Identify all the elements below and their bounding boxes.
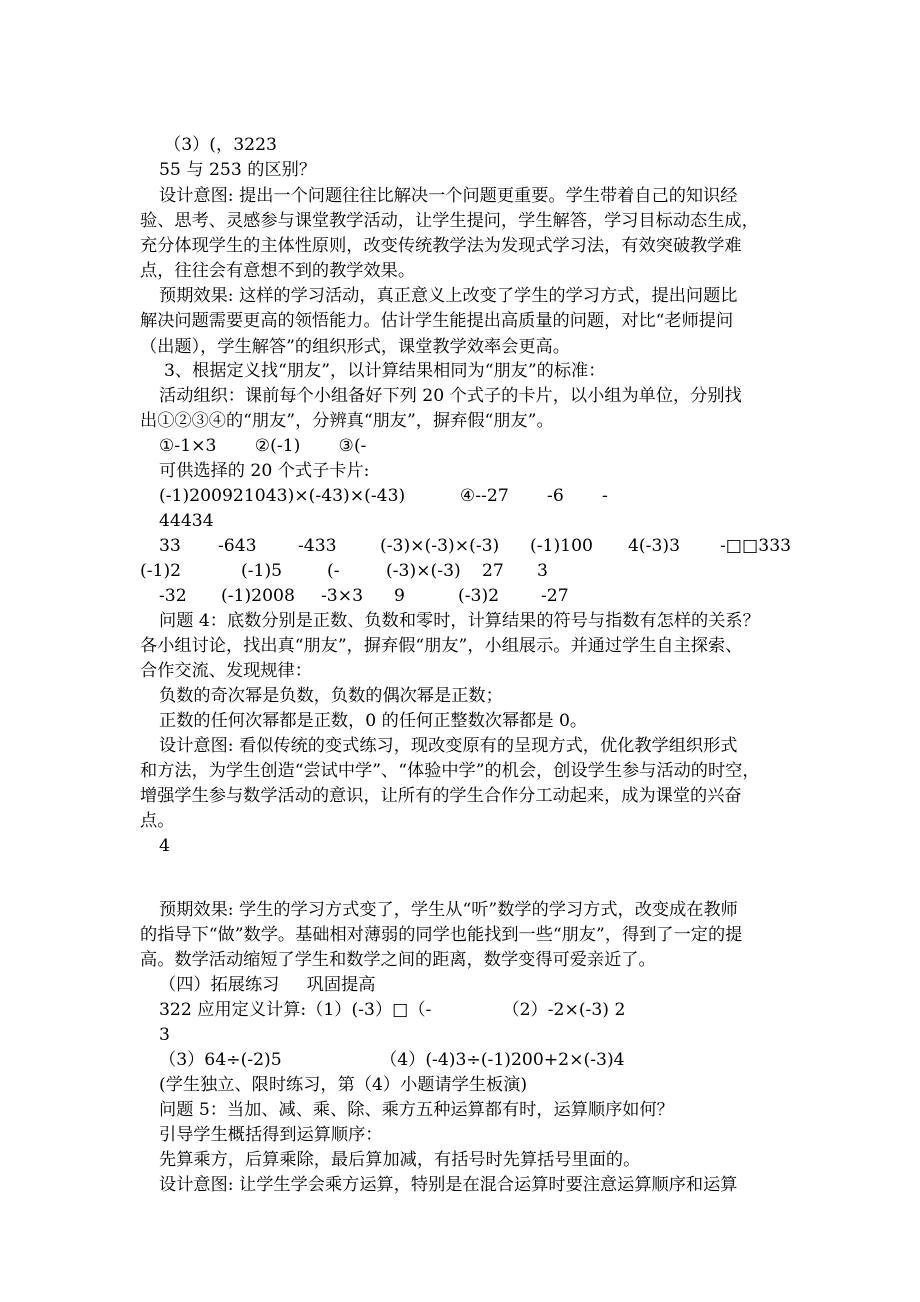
card-expression: (-1)2008: [221, 586, 295, 606]
card-expression: (-3)×(-3)×(-3): [380, 536, 500, 556]
card-expression: -27: [541, 586, 569, 606]
text-line: 高。数学活动缩短了学生和数学之间的距离，数学变得可爱亲近了。: [140, 950, 656, 970]
text-line: （3）(，3223: [164, 135, 277, 155]
formula-line: 3: [159, 1025, 170, 1045]
text-line: 负数的奇次幂是负数，负数的偶次幂是正数；: [159, 686, 503, 706]
formula-line: (-1)200921043)×(-43)×(-43) ④--27 -6 -: [159, 486, 608, 506]
formula-line: 44434: [159, 511, 214, 531]
text-line: 55 与 253 的区别？: [159, 160, 317, 180]
card-expression: (-1)100: [530, 536, 593, 556]
card-expression: (-: [327, 561, 340, 581]
text-line: 增强学生参与数学活动的意识，让所有的学生合作分工动起来，成为课堂的兴奋: [140, 786, 742, 806]
card-expression: -433: [298, 536, 337, 556]
card-expression: (-3)×(-3): [386, 561, 461, 581]
text-line: 验、思考、灵感参与课堂教学活动，让学生提问，学生解答，学习目标动态生成，: [140, 211, 759, 231]
card-expression: 3: [537, 561, 548, 581]
card-expression: -643: [218, 536, 257, 556]
text-line: 充分体现学生的主体性原则，改变传统教学法为发现式学习法，有效突破教学难: [140, 236, 742, 256]
text-line: 先算乘方，后算乘除，最后算加减，有括号时先算括号里面的。: [159, 1150, 641, 1170]
text-line: 预期效果: 这样的学习活动，真正意义上改变了学生的学习方式，提出问题比: [159, 286, 738, 306]
card-expression: -3×3: [321, 586, 364, 606]
text-line: 4: [159, 836, 170, 856]
formula-line: （3）64÷(-2)5 （4）(-4)3÷(-1)200+2×(-3)4: [159, 1050, 625, 1070]
card-expression: 33: [159, 536, 181, 556]
text-line: 预期效果: 学生的学习方式变了，学生从“听”数学的学习方式，改变成在教师: [159, 900, 738, 920]
card-expression: (-3)2: [458, 586, 500, 606]
card-expression: 4(-3)3: [628, 536, 681, 556]
text-line: 解决问题需要更高的领悟能力。估计学生能提出高质量的问题，对比“老师提问: [140, 311, 734, 331]
text-line: 3、根据定义找“朋友”，以计算结果相同为“朋友”的标准：: [164, 361, 606, 381]
card-expression: (-1)2: [140, 561, 182, 581]
text-line: 合作交流、发现规律：: [140, 661, 312, 681]
card-expression: (-1)5: [241, 561, 283, 581]
text-line: 设计意图: 让学生学会乘方运算，特别是在混合运算时要注意运算顺序和运算: [159, 1175, 738, 1195]
card-expression: 9: [394, 586, 405, 606]
text-line: 问题 4：底数分别是正数、负数和零时，计算结果的符号与指数有怎样的关系？: [159, 611, 760, 631]
text-line: 正数的任何次幂都是正数，0 的任何正整数次幂都是 0。: [159, 711, 588, 731]
text-line: 设计意图: 看似传统的变式练习，现改变原有的呈现方式，优化教学组织形式: [159, 736, 738, 756]
text-line: 的指导下“做”数学。基础相对薄弱的同学也能找到一些“朋友”，得到了一定的提: [140, 925, 743, 945]
text-line: 点。: [140, 811, 175, 831]
card-expression: -□□333: [720, 536, 792, 556]
text-line: 引导学生概括得到运算顺序：: [159, 1125, 383, 1145]
formula-line: ①-1×3 ②(-1) ③(-: [159, 436, 367, 456]
card-expression: 27: [482, 561, 504, 581]
text-line: 和方法，为学生创造“尝试中学”、“体验中学”的机会，创设学生参与活动的时空，: [140, 761, 760, 781]
formula-line: 322 应用定义计算:（1）(-3）□（- （2）-2×(-3) 2: [159, 1000, 626, 1020]
text-line: （出题），学生解答”的组织形式，课堂教学效率会更高。: [140, 337, 570, 357]
text-line: (学生独立、限时练习，第（4）小题请学生板演): [159, 1075, 528, 1095]
text-line: 活动组织：课前每个小组备好下列 20 个式子的卡片，以小组为单位，分别找: [159, 386, 742, 406]
text-line: 出①②③④的“朋友”，分辨真“朋友”，摒弃假“朋友”。: [140, 411, 554, 431]
text-line: 可供选择的 20 个式子卡片:: [159, 461, 370, 481]
text-line: 问题 5：当加、减、乘、除、乘方五种运算都有时，运算顺序如何？: [159, 1100, 674, 1120]
card-expression: -32: [159, 586, 187, 606]
text-line: 各小组讨论，找出真“朋友”，摒弃假“朋友”，小组展示。并通过学生自主探索、: [140, 636, 743, 656]
text-line: 设计意图: 提出一个问题往往比解决一个问题更重要。学生带着自己的知识经: [159, 186, 738, 206]
text-line: 点，往往会有意想不到的教学效果。: [140, 261, 416, 281]
section-heading: （四）拓展练习 巩固提高: [159, 975, 376, 995]
